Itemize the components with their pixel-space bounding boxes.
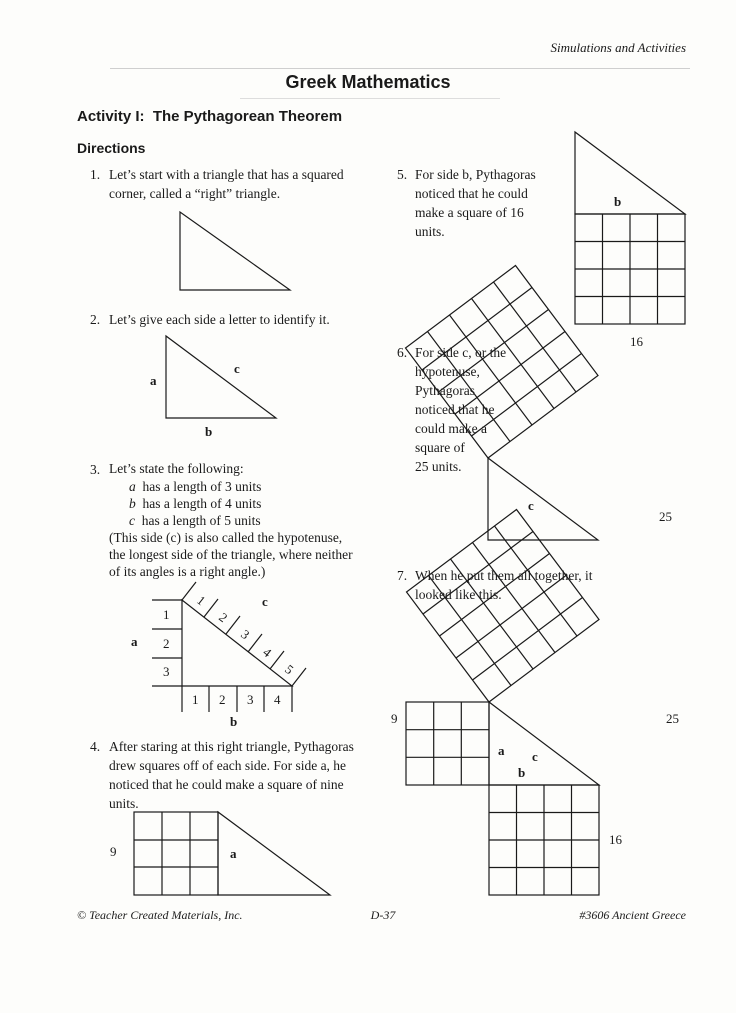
- step-number: 6.: [397, 345, 408, 360]
- c-unit-1: 1: [194, 592, 209, 609]
- c-unit-3: 3: [238, 626, 253, 643]
- step-3: [90, 460, 390, 580]
- label-a: a: [150, 373, 157, 388]
- activity-title: Activity I: The Pythagorean Theorem: [77, 108, 343, 125]
- figure-square-b: [570, 128, 695, 358]
- label-nine: 9: [110, 844, 117, 859]
- directions-heading: Directions: [77, 140, 146, 156]
- step-line: 25 units.: [415, 459, 462, 474]
- figure-square-c: [480, 340, 710, 550]
- step-line: corner, called a “right” triangle.: [109, 186, 281, 201]
- step-1: [90, 165, 390, 203]
- footer-book-id: #3606 Ancient Greece: [579, 908, 686, 922]
- triangle-shape: [180, 212, 290, 290]
- label-c: c: [528, 498, 534, 513]
- step-number: 2.: [90, 312, 101, 327]
- triangle-shape: [489, 702, 599, 785]
- step-line: After staring at this right triangle, Pythagoras: [109, 739, 354, 754]
- label-c: c: [532, 749, 538, 764]
- label-a: a: [131, 634, 138, 649]
- a-unit-1: 1: [163, 607, 170, 622]
- grid-3x3: [406, 702, 489, 785]
- label-c: c: [262, 594, 268, 609]
- label-nine: 9: [391, 711, 398, 726]
- step-line: units.: [415, 224, 445, 239]
- label-twentyfive: 25: [666, 711, 679, 726]
- footer-page-number: D-37: [370, 908, 396, 922]
- title-rule: [240, 98, 500, 99]
- step-line: drew squares off of each side. For side a, he: [109, 758, 347, 773]
- b-unit-2: 2: [219, 692, 226, 707]
- label-sixteen: 16: [630, 334, 643, 349]
- grid-4x4: [575, 214, 685, 324]
- label-a: a: [498, 743, 505, 758]
- c-unit-2: 2: [216, 609, 231, 626]
- page-title: Greek Mathematics: [285, 72, 451, 92]
- a-unit-2: 2: [163, 636, 170, 651]
- b-unit-3: 3: [247, 692, 254, 707]
- note-line: of its angles is a right angle.): [109, 564, 266, 579]
- step-number: 5.: [397, 167, 408, 182]
- triangle-shape: [182, 600, 292, 686]
- step-number: 7.: [397, 568, 408, 583]
- step-number: 4.: [90, 739, 101, 754]
- label-sixteen: 16: [609, 832, 622, 847]
- step-line: For side c, or the: [415, 345, 507, 360]
- step-line: For side b, Pythagoras: [415, 167, 536, 182]
- step-line: hypotenuse,: [415, 364, 480, 379]
- figure-combined-squares: [385, 585, 695, 905]
- step-line: Let’s give each side a letter to identify it.: [109, 312, 330, 327]
- fact-a: a has a length of 3 units: [129, 479, 262, 494]
- label-twentyfive: 25: [659, 509, 672, 524]
- triangle-shape: [488, 458, 598, 540]
- c-unit-4: 4: [260, 644, 275, 661]
- triangle-shape: [166, 336, 276, 418]
- label-c: c: [234, 361, 240, 376]
- step-line: Let’s start with a triangle that has a squared: [109, 167, 344, 182]
- step-line: looked like this.: [415, 587, 502, 602]
- grid-4x4: [489, 785, 599, 895]
- step-line: units.: [109, 796, 139, 811]
- figure-labeled-triangle: [140, 330, 300, 445]
- step-line: Let’s state the following:: [109, 461, 244, 476]
- step-line: Pythagoras: [415, 383, 475, 398]
- step-line: When he put them all together, it: [415, 568, 593, 583]
- note-line: (This side (c) is also called the hypotenuse,: [109, 530, 343, 545]
- step-number: 3.: [90, 462, 101, 477]
- step-line: make a square of 16: [415, 205, 524, 220]
- step-line: noticed that he: [415, 402, 495, 417]
- footer-copyright: © Teacher Created Materials, Inc.: [77, 908, 243, 922]
- step-2: [90, 310, 390, 329]
- figure-unit-triangle: [120, 580, 320, 735]
- step-number: 1.: [90, 167, 101, 182]
- label-b: b: [614, 194, 622, 209]
- b-unit-4: 4: [274, 692, 281, 707]
- figure-right-triangle: [170, 200, 300, 300]
- running-header: Simulations and Activities: [550, 40, 686, 55]
- figure-square-a: [100, 806, 340, 901]
- label-b: b: [205, 424, 213, 439]
- c-unit-5: 5: [282, 661, 297, 678]
- header-rule: [110, 68, 690, 69]
- step-line: could make a: [415, 421, 487, 436]
- label-b: b: [230, 714, 238, 729]
- note-line: the longest side of the triangle, where neither: [109, 547, 353, 562]
- step-5: [397, 165, 567, 241]
- fact-c: c has a length of 5 units: [129, 513, 261, 528]
- step-line: noticed that he could make a square of nine: [109, 777, 344, 792]
- label-b: b: [518, 765, 526, 780]
- label-a: a: [230, 846, 237, 861]
- step-line: square of: [415, 440, 465, 455]
- step-4: [90, 737, 390, 813]
- b-unit-1: 1: [192, 692, 199, 707]
- step-line: noticed that he could: [415, 186, 528, 201]
- fact-b: b has a length of 4 units: [129, 496, 262, 511]
- triangle-shape: [575, 132, 685, 214]
- a-unit-3: 3: [163, 664, 170, 679]
- grid-3x3: [134, 812, 218, 895]
